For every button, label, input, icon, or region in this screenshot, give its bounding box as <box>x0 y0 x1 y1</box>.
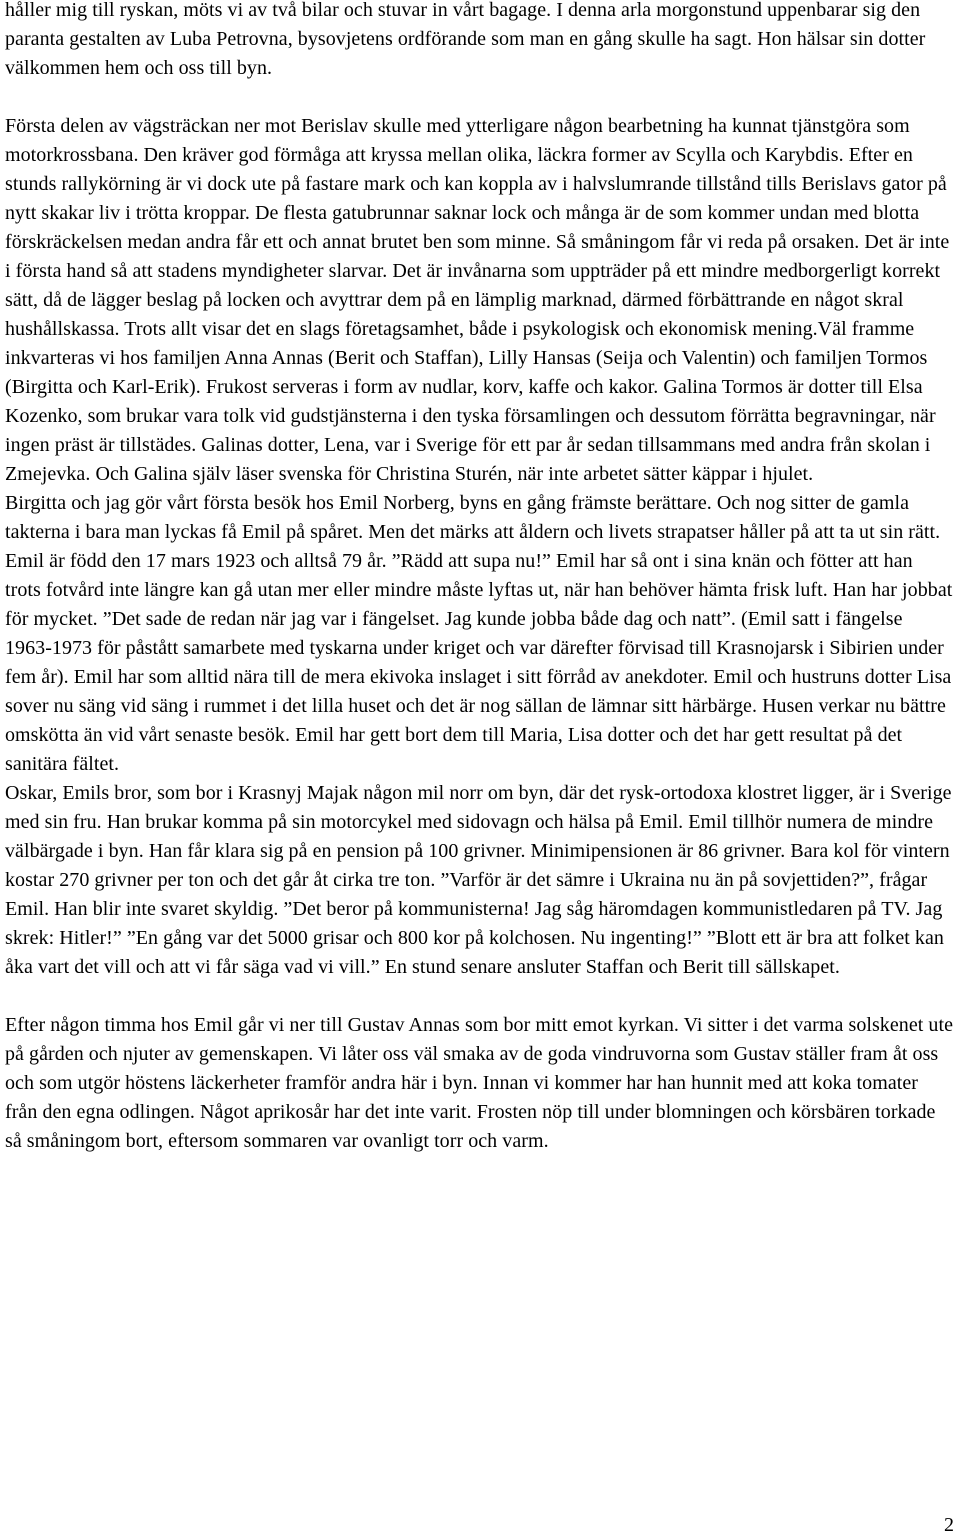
page-number: 2 <box>944 1514 954 1536</box>
paragraph-2: Första delen av vägsträckan ner mot Berislav skulle med ytterligare någon bearbetning ha kunnat tjänstgöra som motorkrossbana. Den kräver god förmåga att kryssa mellan olika, läckra former av Scylla och Karybdis. Efter en stunds rallykörning är vi dock ute på fastare mark och kan koppla av i halvslumrande tillstånd tills Berislavs gator på nytt skakar liv i trötta kroppar. De flesta gatubrunnar saknar lock och många är de som kommer undan med blotta förskräckelsen medan andra får ett och annat brutet ben som minne. Så småningom får vi reda på orsaken. Det är inte i första hand så att stadens myndigheter slarvar. Det är invånarna som uppträder på ett mindre medborgerligt korrekt sätt, då de lägger beslag på locken och avyttrar dem på en lämplig marknad, därmed förbättrande en något skral hushållskassa. Trots allt visar det en slags företagsamhet, både i psykologisk och ekonomisk mening.Väl framme inkvarteras vi hos familjen Anna Annas (Berit och Staffan), Lilly Hansas (Seija och Valentin) och familjen Tormos (Birgitta och Karl-Erik). Frukost serveras i form av nudlar, korv, kaffe och kakor. Galina Tormos är dotter till Elsa Kozenko, som brukar vara tolk vid gudstjänsterna i den tyska församlingen och dessutom förrätta begravningar, när ingen präst är tillstädes. Galinas dotter, Lena, var i Sverige för ett par år sedan tillsammans med andra från skolan i Zmejevka. Och Galina själv läser svenska för Christina Sturén, när inte arbetet sätter käppar i hjulet. <box>5 115 950 485</box>
paragraph-5: Efter någon timma hos Emil går vi ner till Gustav Annas som bor mitt emot kyrkan. Vi sitter i det varma solskenet ute på gården och njuter av gemenskapen. Vi låter oss väl smaka av de goda vindruvorna som Gustav ställer fram åt oss och som utgör höstens läckerheter framför andra här i byn. Innan vi kommer har han hunnit med att koka tomater från den egna odlingen. Något aprikosår har det inte varit. Frosten nöp till under blomningen och körsbären torkade så småningom bort, eftersom sommaren var ovanligt torr och varm. <box>5 1014 953 1152</box>
document-page <box>5 0 953 1156</box>
paragraph-1: håller mig till ryskan, möts vi av två bilar och stuvar in vårt bagage. I denna arla morgonstund uppenbarar sig den paranta gestalten av Luba Petrovna, bysovjetens ordförande som man en gång skulle ha sagt. Hon hälsar sin dotter välkommen hem och oss till byn. <box>5 0 926 79</box>
paragraph-4: Oskar, Emils bror, som bor i Krasnyj Majak någon mil norr om byn, där det rysk-ortodoxa klostret ligger, är i Sverige med sin fru. Han brukar komma på sin motorcykel med sidovagn och hälsa på Emil. Emil tillhör numera de mindre välbärgade i byn. Han får klara sig på en pension på 100 grivner. Minimipensionen är 86 grivner. Bara kol för vintern kostar 270 grivner per ton och det går åt cirka tre ton. ”Varför är det sämre i Ukraina nu än på sovjettiden?”, frågar Emil. Han blir inte svaret skyldig. ”Det beror på kommunisterna! Jag såg häromdagen kommunistledaren på TV. Jag skrek: Hitler!” ”En gång var det 5000 grisar och 800 kor på kolchosen. Nu ingenting!” ”Blott ett är bra att folket kan åka vart det vill och att vi får säga vad vi vill.” En stund senare ansluter Staffan och Berit till sällskapet. <box>5 782 952 978</box>
paragraph-3: Birgitta och jag gör vårt första besök hos Emil Norberg, byns en gång främste berättare. Och nog sitter de gamla takterna i bara man lyckas få Emil på spåret. Men det märks att åldern och livets strapatser håller på att ta ut sin rätt. Emil är född den 17 mars 1923 och alltså 79 år. ”Rädd att supa nu!” Emil har så ont i sina knän och fötter att han trots fotvård inte längre kan gå utan mer eller mindre måste lyftas ut, när han behöver hämta frisk luft. Han har jobbat för mycket. ”Det sade de redan när jag var i fängelset. Jag kunde jobba både dag och natt”. (Emil satt i fängelse 1963-1973 för påstått samarbete med tyskarna under kriget och var därefter förvisad till Krasnojarsk i Sibirien under fem år). Emil har som alltid nära till de mera ekivoka inslaget i sitt förråd av anekdoter. Emil och hustruns dotter Lisa sover nu säng vid säng i rummet i det lilla huset och det är nog sällan de lämnar sitt härbärge. Husen verkar nu bättre omskötta än vid vårt senaste besök. Emil har gett bort dem till Maria, Lisa dotter och det har gett resultat på det sanitära fältet. <box>5 492 953 775</box>
